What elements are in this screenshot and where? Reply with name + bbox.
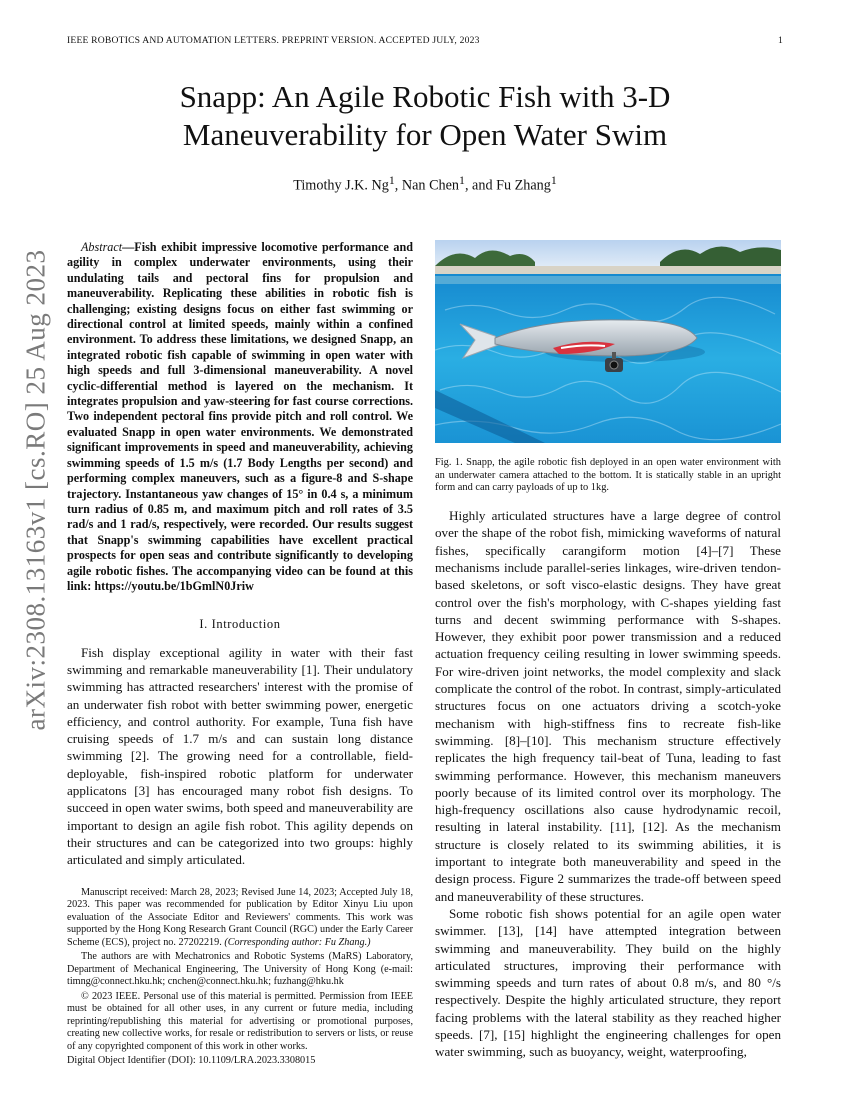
page-number: 1 <box>778 35 783 46</box>
footnote-corresponding-author: (Corresponding author: Fu Zhang.) <box>224 936 371 948</box>
author-name: Timothy J.K. Ng <box>293 177 389 194</box>
running-header <box>67 35 783 46</box>
journal-header: IEEE ROBOTICS AND AUTOMATION LETTERS. PREPRINT VERSION. ACCEPTED JULY, 2023 <box>67 35 480 46</box>
abstract-label: Abstract <box>81 240 123 254</box>
right-column <box>435 240 781 1061</box>
section-heading-introduction: I. Introduction <box>199 617 281 632</box>
author-affiliation-mark: 1 <box>459 173 465 187</box>
author-affiliation-mark: 1 <box>550 173 557 187</box>
pool-edge-tiles <box>435 276 781 284</box>
author-affiliation-mark: 1 <box>388 173 395 187</box>
author-name: Nan Chen <box>401 177 460 194</box>
footnotes <box>67 887 413 1068</box>
title-line-2: Maneuverability for Open Water Swim <box>182 117 668 152</box>
body-paragraph: Some robotic fish shows potential for an agile open water swimmer. [13], [14] have attempted integration between swimming and maneuverability. They build on the highly articulated structures, improving their performance with swimming speeds and turn rates of about 0.8 m/s, and 80 °/s respectively. Despite the highly articulated structure, they report facing problems with the lateral stability as they reached higher speeds. [7], [15] highlight the engineering challenges for open water swimming, such as buoyancy, weight, waterproofing, <box>435 905 781 1060</box>
footnote-manuscript-text: Manuscript received: March 28, 2023; Revised June 14, 2023; Accepted July 18, 2023. This paper was recommended for publication by Editor Xinyu Liu upon evaluation of the Associate Editor and Reviewers' comments. This work was supported by the Hong Kong Research Grant Council (RGC) under the Early Career Scheme (ECS), project no. 27202219. <box>67 886 413 948</box>
title-line-1: Snapp: An Agile Robotic Fish with 3-D <box>179 79 671 114</box>
body-paragraph: Highly articulated structures have a large degree of control over the shape of the robot fish, mimicking waveforms of natural fishes, specifically carangiform motion [4]–[7] These mechanisms include parallel-series linkages, wire-driven tendon-based skeletons, or soft visco-elastic designs. They have great control over the fish's morphology, with C-shapes yielding fast turns and decent swimming performance with S-shapes. However, they exhibit poor power transmission and a reduced actuation frequency ceiling resulting in lower swimming speeds. For wire-driven joint networks, the model complexity and slack complicate the control of the robot. In contrast, simply-articulated structures focus on one actuators driving a scotch-yoke mechanism with high-stiffness fins to recreate fish-like swimming. [8]–[10]. This mechanism structure effectively replicates the high frequency tail-beat of Tuna, leading to fast swimming performance. However, this mechanism maneuvers poorly because of its limited control over its morphology. The high-frequency oscillations also cause hydrodynamic recoil, resulting in lateral instability. [11], [12]. As the mechanism structure is closely related to its swimming abilities, it is important to integrate both maneuverability and speed in the design process. Figure 2 summarizes the trade-off between speed and maneuverability of these structures. <box>435 508 781 904</box>
pool-photo-illustration <box>435 240 781 443</box>
arxiv-id: arXiv:2308.13163v1 [cs.RO] 25 Aug 2023 <box>20 249 51 731</box>
footnote-copyright: © 2023 IEEE. Personal use of this material is permitted. Permission from IEEE must be obtained for all other uses, in any current or future media, including reprinting/republishing this material for advertising or promotional purposes, creating new collective works, for resale or redistribution to servers or lists, or reuse of any copyrighted component of this work in other works. <box>67 990 413 1052</box>
footnote-affiliation: The authors are with Mechatronics and Robotic Systems (MaRS) Laboratory, Department of Mechanical Engineering, The University of Hong Kong (e-mail: timng@connect.hku.hk; cnchen@connect.hku.hk; fuzhang@hku.hk <box>67 951 413 987</box>
camera-mount <box>612 352 616 359</box>
camera-lens <box>610 361 618 369</box>
author-name: Fu Zhang <box>496 177 551 194</box>
left-column <box>67 240 413 1068</box>
footnote-manuscript <box>67 887 413 950</box>
intro-paragraph: Fish display exceptional agility in water with their fast swimming and remarkable maneuverability [1]. Their undulatory swimming has attracted researchers' interest with the promise of an underwater fish robot with better swimming power, energetic efficiency, and control authority. For example, Tuna fish have cruising speeds of 1.7 m/s and can sustain long distance swimming [2]. The growing need for a controllable, field-deployable, fish-inspired robotic platform for underwater applicatons [3] has encouraged many robot fish designs. To succeed in open water swims, both speed and maneuverability are important to design an agile fish robot. This agility depends on their structures and can be categorized into two groups: highly articulated and simply articulated. <box>67 644 413 868</box>
figure-robotic-fish-photo <box>435 240 781 443</box>
footnote-doi: Digital Object Identifier (DOI): 10.1109/LRA.2023.3308015 <box>67 1055 316 1066</box>
figure-caption: Fig. 1. Snapp, the agile robotic fish deployed in an open water environment with an underwater camera attached to the bottom. It is statically stable in an upright form and can carry payloads of up to 1kg. <box>435 457 781 494</box>
paper-title <box>60 78 790 154</box>
abstract: Abstract—Fish exhibit impressive locomotive performance and agility in complex underwater environments, using their undulating tails and pectoral fins for propulsion and maneuverability. Replicating these abilities in robotic fish is challenging; existing designs focus on either fast swimming or directional control at limited speeds, mainly within a confined environment. To address these limitations, we designed Snapp, an integrated robotic fish capable of swimming in open water with high speeds and full 3-dimensional maneuverability. A novel cyclic-differential method is layered on the mechanism. It integrates propulsion and yaw-steering for fast course corrections. Two independent pectoral fins provide pitch and roll control. We evaluated Snapp in open water environments. We demonstrated significant improvements in speed and maneuverability, achieving swimming speeds of 1.5 m/s (1.7 Body Lengths per second) and performing complex maneuvers, such as a figure-8 and S-shape trajectory. Instantaneous yaw changes of 15° in 0.4 s, a minimum turn radius of 0.85 m, and maximum pitch and roll rates of 3.5 rad/s and 1 rad/s, respectively, were recorded. Our results suggest that Snapp's swimming capabilities have excellent practical prospects for open seas and contribute significantly to developing agile robotic fishes. The accompanying video can be found at this link: https://youtu.be/1bGmlN0Jriw <box>67 240 413 593</box>
author-list: Timothy J.K. Ng$^1$, Nan Chen$^1$, and Fu Zhang$^1$ <box>293 173 557 194</box>
abstract-text: Fish exhibit impressive locomotive performance and agility in complex underwater environments, using their undulating tails and pectoral fins for propulsion and maneuverability. Replicating these abilities in robotic fish is challenging; existing designs focus on either fast swimming or directional control at limited speeds, mainly within a confined environment. To address these limitations, we designed Snapp, an integrated robotic fish capable of swimming in open water with high speeds and full 3-dimensional maneuverability. A novel cyclic-differential method is layered on the mechanism. It integrates propulsion and yaw-steering for fast course corrections. Two independent pectoral fins provide pitch and roll control. We evaluated Snapp in open water environments. We demonstrated significant improvements in speed and maneuverability, achieving swimming speeds of 1.5 m/s (1.7 Body Lengths per second) and performing complex maneuvers, such as a figure-8 and S-shape trajectory. Instantaneous yaw changes of 15° in 0.4 s, a minimum turn radius of 0.85 m, and maximum pitch and roll rates of 3.5 rad/s and 1 rad/s, respectively, were recorded. Our results suggest that Snapp's swimming capabilities have excellent practical prospects for open seas and contribute significantly to developing agile robotic fishes. The accompanying video can be found at this link: https://youtu.be/1bGmlN0Jriw <box>67 240 413 593</box>
arxiv-sidebar <box>16 249 56 731</box>
